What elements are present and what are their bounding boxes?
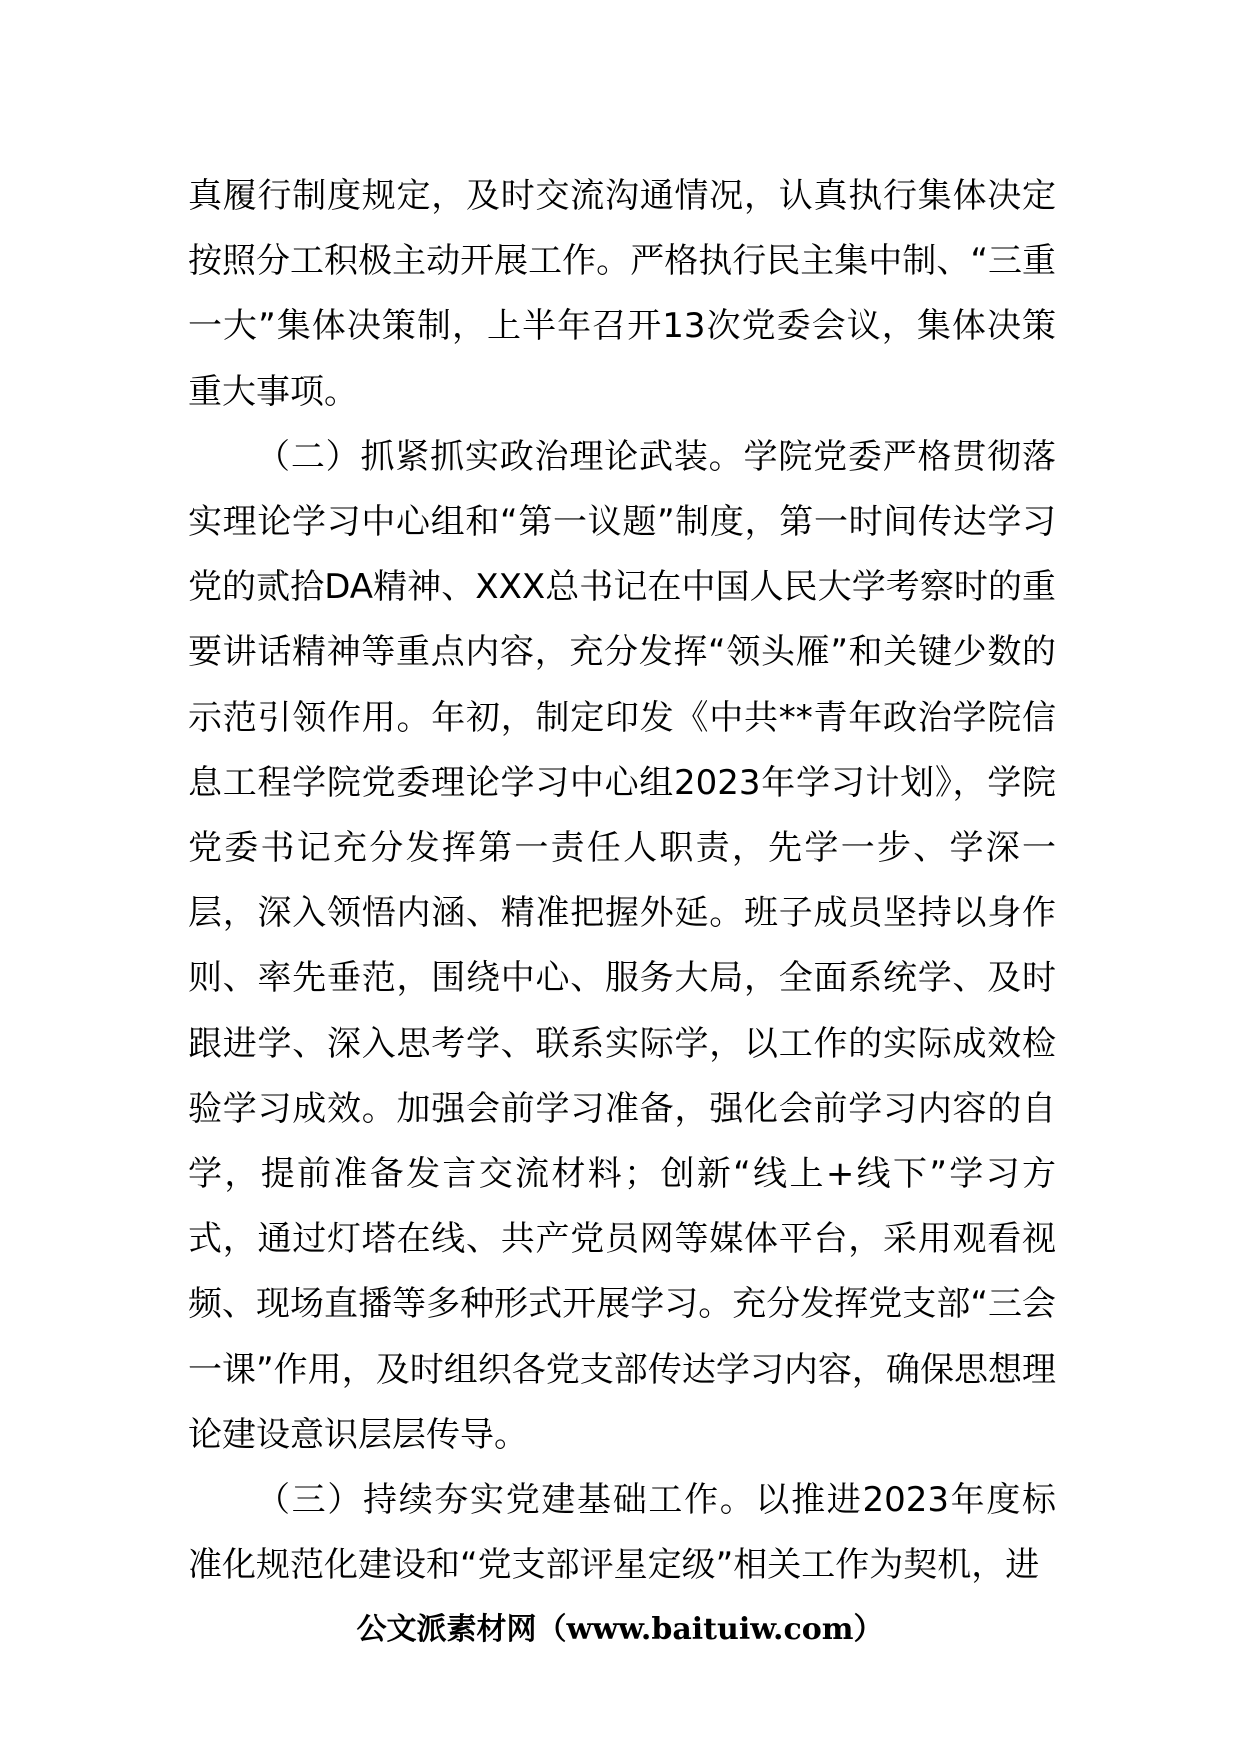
document-body: [188, 164, 1056, 1598]
paragraph-section-3: （三）持续夯实党建基础工作。以推进2023年度标准化规范化建设和“党支部评星定级”相关工作为契机，进: [188, 1480, 1056, 1586]
paragraph-continuation: 真履行制度规定，及时交流沟通情况，认真执行集体决定按照分工积极主动开展工作。严格执行民主集中制、“三重一大”集体决策制，上半年召开13次党委会议，集体决策重大事项。: [188, 176, 1056, 412]
footer-watermark: 公文派素材网（www.baituiw.com）: [356, 1612, 884, 1647]
paragraph-section-2: （二）抓紧抓实政治理论武装。学院党委严格贯彻落实理论学习中心组和“第一议题”制度，第一时间传达学习党的贰拾DA精神、XXX总书记在中国人民大学考察时的重要讲话精神等重点内容，充分发挥“领头雁”和关键少数的示范引领作用。年初，制定印发《中共**青年政治学院信息工程学院党委理论学习中心组2023年学习计划》，学院党委书记充分发挥第一责任人职责，先学一步、学深一层，深入领悟内涵、精准把握外延。班子成员坚持以身作则、率先垂范，围绕中心、服务大局，全面系统学、及时跟进学、深入思考学、联系实际学，以工作的实际成效检验学习成效。加强会前学习准备，强化会前学习内容的自学，提前准备发言交流材料；创新“线上+线下”学习方式，通过灯塔在线、共产党员网等媒体平台，采用观看视频、现场直播等多种形式开展学习。充分发挥党支部“三会一课”作用，及时组织各党支部传达学习内容，确保思想理论建设意识层层传导。: [188, 436, 1056, 1455]
